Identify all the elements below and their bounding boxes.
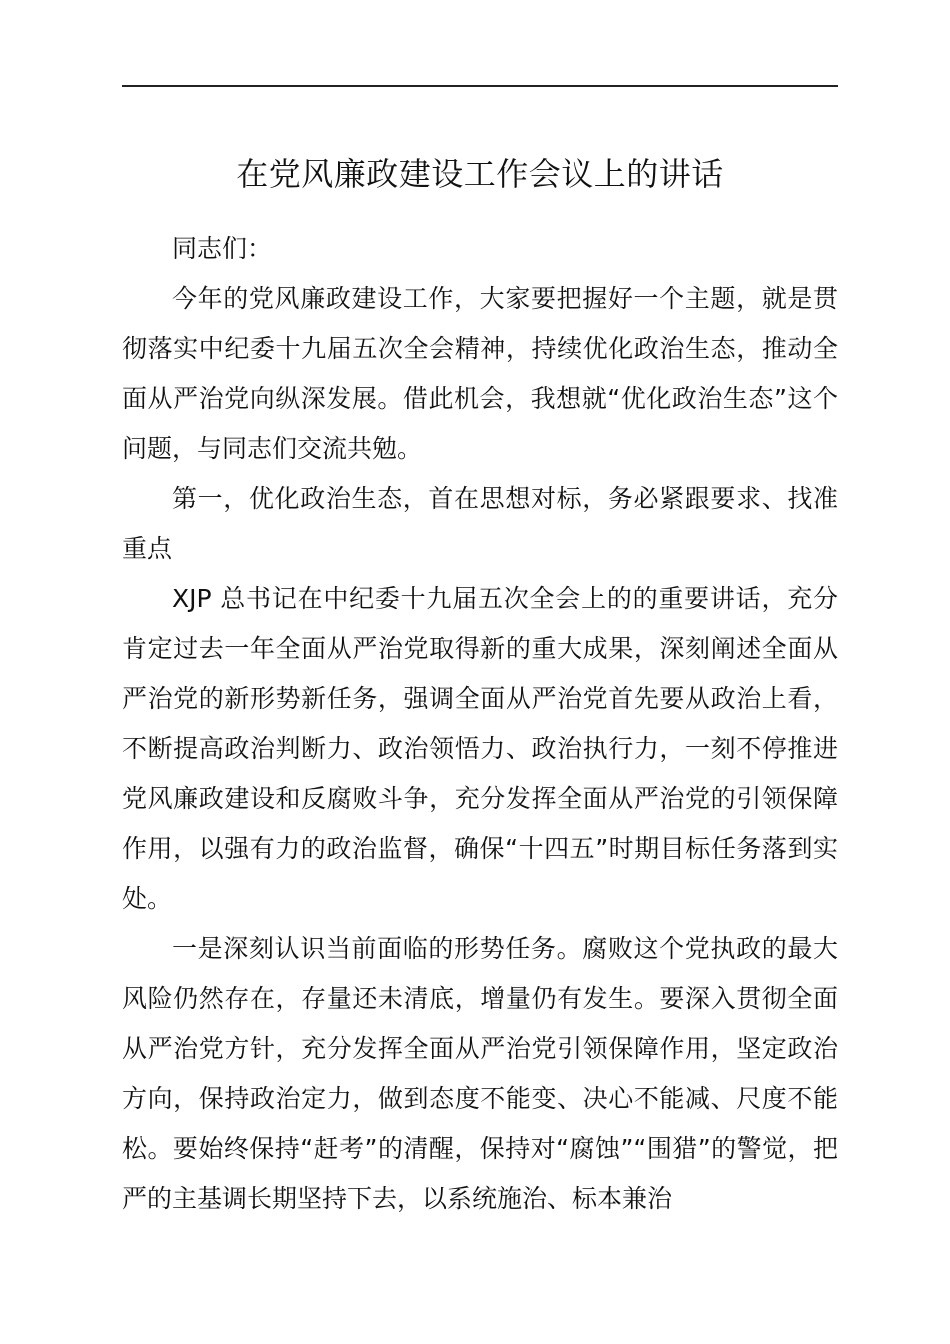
salutation: 同志们： <box>172 234 273 263</box>
document-title: 在党风廉政建设工作会议上的讲话 <box>236 155 724 193</box>
header-rule <box>122 85 838 87</box>
paragraph-speech-summary: XJP 总书记在中纪委十九届五次全会上的的重要讲话，充分肯定过去一年全面从严治党取得新的重大成果，深刻阐述全面从严治党的新形势新任务，强调全面从严治党首先要从政治上看，不断提高政治判断力、政治领悟力、政治执行力，一刻不停推进党风廉政建设和反腐败斗争，充分发挥全面从严治党的引领保障作用，以强有力的政治监督，确保“十四五”时期目标任务落到实处。 <box>122 584 838 913</box>
paragraph-point-one: 一是深刻认识当前面临的形势任务。腐败这个党执政的最大风险仍然存在，存量还未清底，增量仍有发生。要深入贯彻全面从严治党方针，充分发挥全面从严治党引领保障作用，坚定政治方向，保持政治定力，做到态度不能变、决心不能减、尺度不能松。要始终保持“赶考”的清醒，保持对“腐蚀”“围猎”的警觉，把严的主基调长期坚持下去，以系统施治、标本兼治 <box>122 934 838 1213</box>
document-body <box>122 224 838 1224</box>
section-heading-first: 第一，优化政治生态，首在思想对标，务必紧跟要求、找准重点 <box>122 484 838 563</box>
paragraph-intro: 今年的党风廉政建设工作，大家要把握好一个主题，就是贯彻落实中纪委十九届五次全会精神，持续优化政治生态，推动全面从严治党向纵深发展。借此机会，我想就“优化政治生态”这个问题，与同志们交流共勉。 <box>122 284 838 463</box>
